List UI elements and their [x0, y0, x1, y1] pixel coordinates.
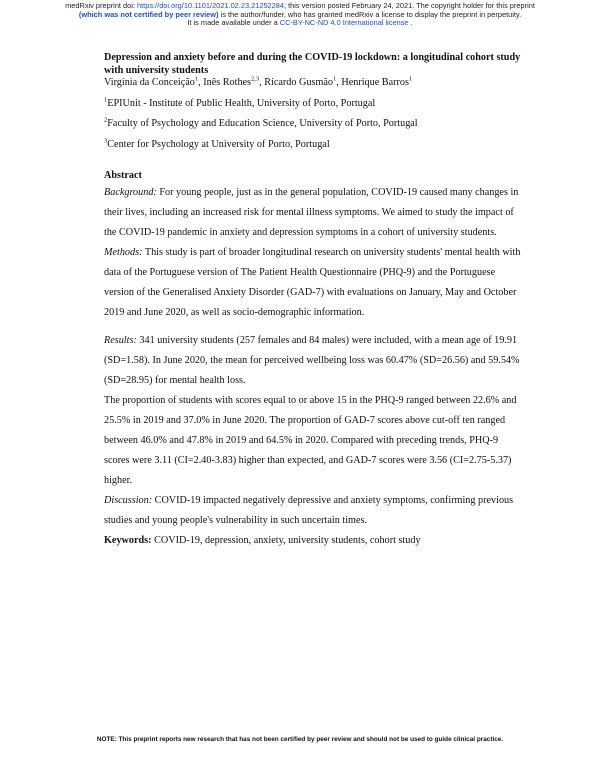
affiliation: $^3$Center for Psychology at University of Porto, Portugal: [104, 137, 330, 150]
author: Inês Rothes: [203, 77, 252, 88]
banner-line-3: It is made available under a CC-BY-NC-ND 4.0 International license .: [187, 18, 413, 28]
author: Ricardo Gusmão: [264, 77, 334, 88]
abstract-heading: Abstract: [104, 170, 142, 181]
paper-body: [104, 52, 524, 551]
author: Henrique Barros: [341, 77, 409, 88]
author: Virgínia da Conceição: [104, 77, 195, 88]
keywords: Keywords: COVID-19, depression, anxiety, university students, cohort study: [104, 534, 421, 546]
license-link[interactable]: CC-BY-NC-ND 4.0 International license: [279, 18, 409, 28]
doi-link[interactable]: https://doi.org/10.1101/2021.02.23.21252284: [137, 1, 284, 10]
author-list: Virgínia da Conceição$^1$, Inês Rothes$^{2,3}$, Ricardo Gusmão$^1$, Henrique Barros$^1$: [104, 75, 413, 88]
banner-line-2: (which was not certified by peer review) is the author/funder, who has granted medRxiv a license to display the preprint in perpetuity.: [78, 9, 522, 19]
abstract-results: Results: 341 university students (257 females and 84 males) were included, with a mean age of 19.91 (SD=1.58). In June 2020, the mean for perceived wellbeing loss was 60.47% (SD=26.56) and 59.54% (SD=28.95) for mental health loss.: [104, 334, 520, 386]
paper-title: Depression and anxiety before and during the COVID-19 lockdown: a longitudinal cohort study with university students: [104, 52, 521, 76]
peer-review-note: NOTE: This preprint reports new research that has not been certified by peer review and should not be used to guide clinical practice.: [96, 736, 504, 743]
abstract-results-continued: The proportion of students with scores equal to or above 15 in the PHQ-9 ranged between 22.6% and 25.5% in 2019 and 37.0% in June 2020. The proportion of GAD-7 scores above cut-off ten ranged between 46.0% and 47.8% in 2019 and 64.5% in 2020. Compared with preceding trends, PHQ-9 scores were 3.11 (CI=2.40-3.83) higher than expected, and GAD-7 scores were 3.56 (CI=2.75-5.37) higher.: [104, 394, 517, 486]
abstract-methods: Methods: This study is part of broader longitudinal research on university students' mental health with data of the Portuguese version of The Patient Health Questionnaire (PHQ-9) and the Portuguese version of the Generalised Anxiety Disorder (GAD-7) with evaluations on January, May and October 2019 and June 2020, as well as socio-demographic information.: [104, 246, 521, 318]
banner-line-1: medRxiv preprint doi: https://doi.org/10.1101/2021.02.23.21252284; this version posted February 24, 2021. The copyright holder for this preprint: [65, 1, 535, 10]
abstract-background: Background: For young people, just as in the general population, COVID-19 caused many changes in their lives, including an increased risk for mental illness symptoms. We aimed to study the impact of the COVID-19 pandemic in anxiety and depression symptoms in a cohort of university students.: [104, 186, 519, 238]
affiliation: $^1$EPIUnit - Institute of Public Health, University of Porto, Portugal: [104, 96, 376, 109]
affiliation: $^2$Faculty of Psychology and Education Science, University of Porto, Portugal: [104, 116, 418, 129]
preprint-banner: [0, 2, 600, 28]
abstract-discussion: Discussion: COVID-19 impacted negatively depressive and anxiety symptoms, confirming previous studies and young people's vulnerability in such uncertain times.: [104, 494, 514, 526]
